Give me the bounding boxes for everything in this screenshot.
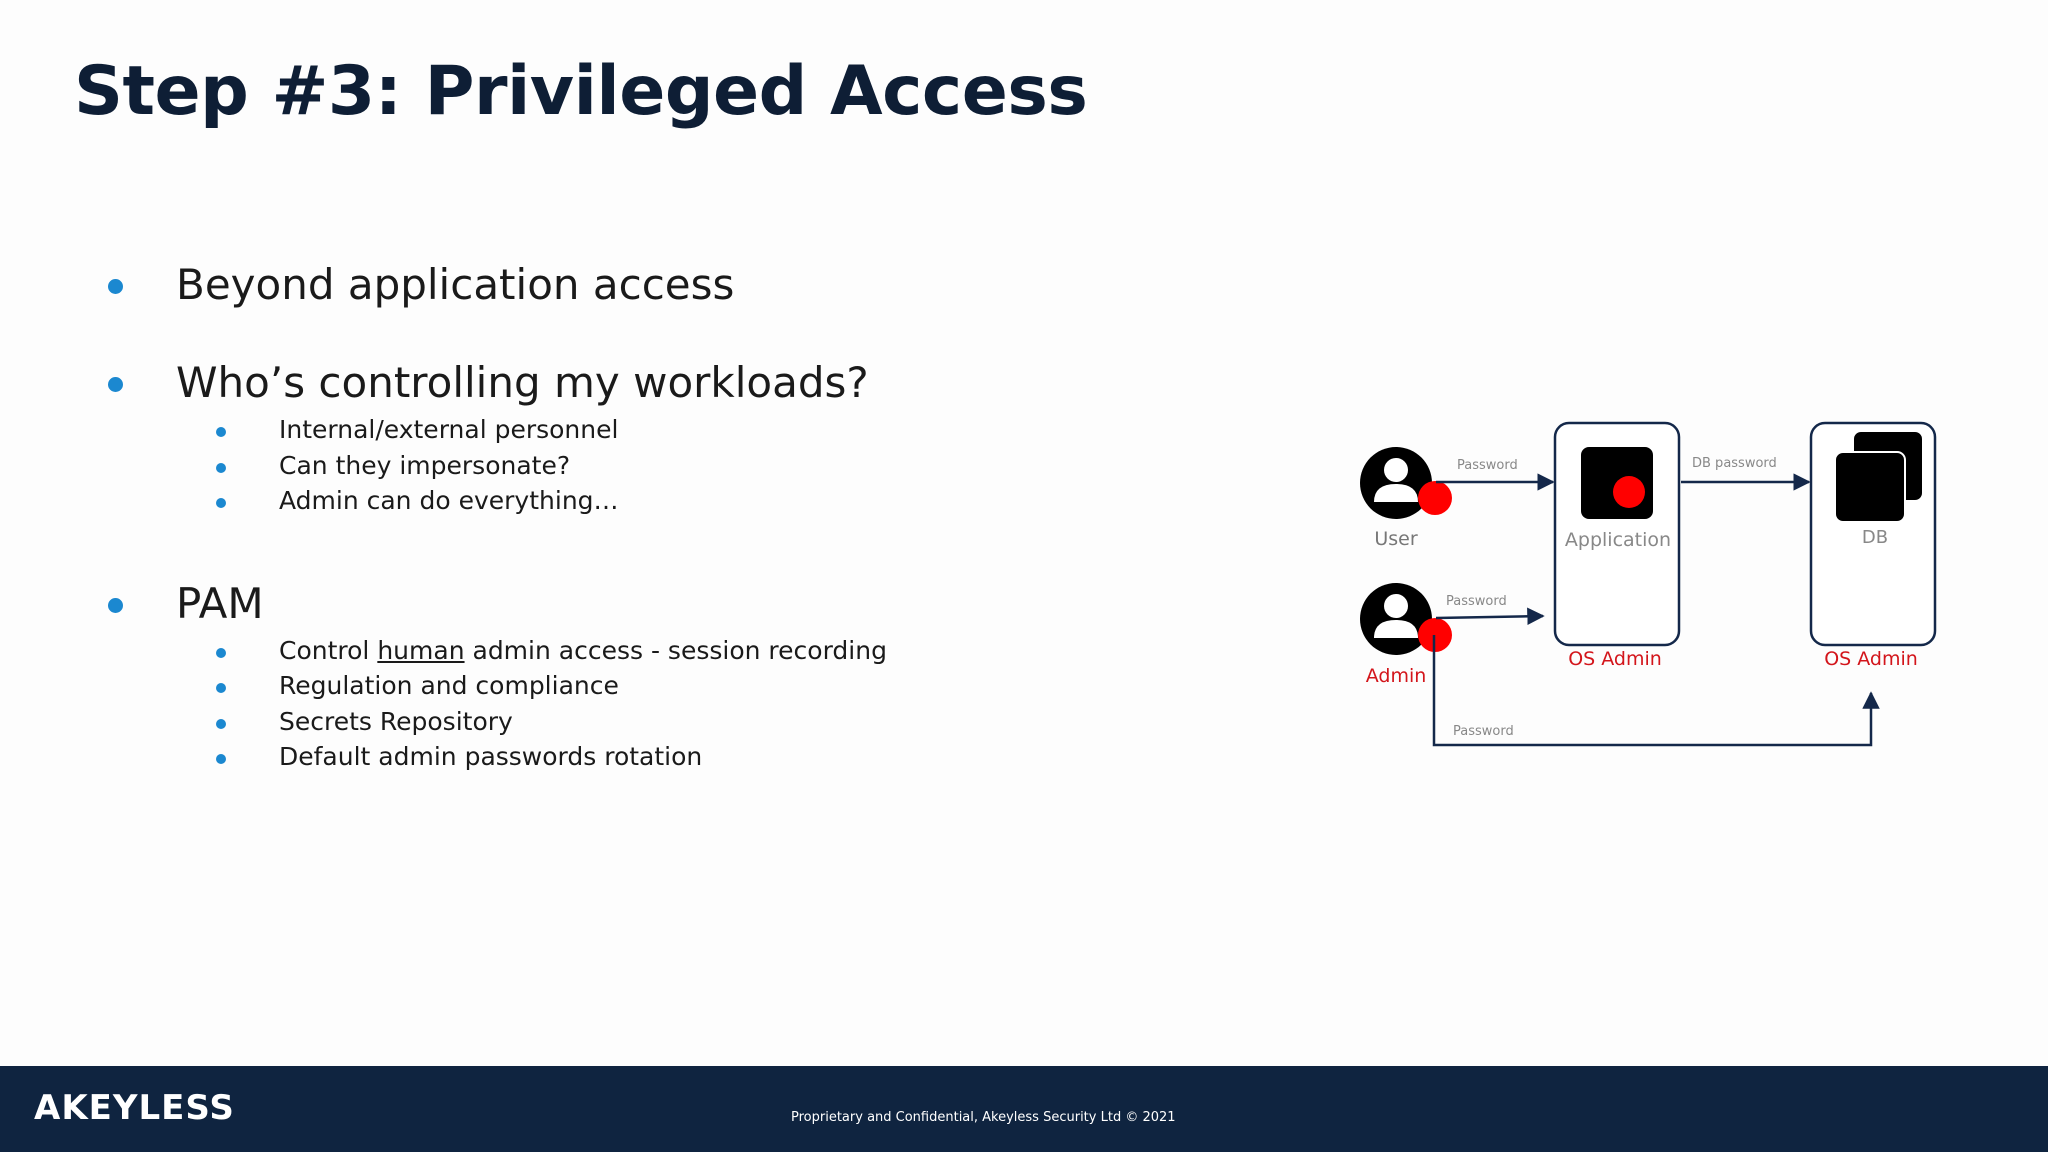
company-logo: AKEYLESS bbox=[34, 1088, 235, 1128]
bullet-dot bbox=[108, 279, 123, 294]
admin-label: Admin bbox=[1365, 665, 1427, 687]
footer-bar bbox=[0, 1066, 2048, 1152]
sub-bullet-text: Can they impersonate? bbox=[279, 451, 571, 480]
os-admin-app-label: OS Admin bbox=[1568, 648, 1662, 670]
application-alert-dot bbox=[1613, 476, 1645, 508]
underlined-word: human bbox=[377, 636, 465, 665]
db-label: DB bbox=[1861, 527, 1889, 548]
user-icon bbox=[1360, 447, 1432, 519]
bullet-text: Who’s controlling my workloads? bbox=[176, 358, 869, 407]
sub-bullet-text: Regulation and compliance bbox=[279, 671, 619, 700]
edge-user-app-label: Password bbox=[1457, 458, 1518, 473]
sub-bullet-text bbox=[279, 636, 887, 665]
bullet-dot bbox=[108, 377, 123, 392]
bullet-text: PAM bbox=[176, 579, 264, 628]
bullet-dot bbox=[216, 427, 226, 437]
edge-admin-db-label: Password bbox=[1453, 724, 1514, 739]
user-label: User bbox=[1374, 528, 1418, 550]
access-diagram bbox=[1340, 410, 1960, 760]
os-admin-db-label: OS Admin bbox=[1824, 648, 1918, 670]
edge-admin-app-label: Password bbox=[1446, 594, 1507, 609]
copyright-text: Proprietary and Confidential, Akeyless Security Ltd © 2021 bbox=[791, 1110, 1176, 1125]
sub-bullet-text: Default admin passwords rotation bbox=[279, 742, 703, 771]
sub-bullet-text: Secrets Repository bbox=[279, 707, 513, 736]
bullet-list bbox=[0, 0, 1000, 900]
bullet-dot bbox=[216, 463, 226, 473]
text-segment: admin access - session recording bbox=[464, 636, 887, 665]
bullet-text: Beyond application access bbox=[176, 260, 735, 309]
bullet-dot bbox=[216, 648, 226, 658]
edge-app-db-label: DB password bbox=[1692, 456, 1777, 471]
user-alert-dot bbox=[1418, 481, 1452, 515]
bullet-dot bbox=[108, 598, 123, 613]
sub-bullet-text: Admin can do everything… bbox=[279, 486, 619, 515]
sub-bullet-text: Internal/external personnel bbox=[279, 415, 619, 444]
bullet-dot bbox=[216, 498, 226, 508]
bullet-dot bbox=[216, 683, 226, 693]
application-label: Application bbox=[1564, 529, 1672, 551]
bullet-dot bbox=[216, 754, 226, 764]
edge-admin-app bbox=[1436, 616, 1543, 618]
slide-title: Step #3: Privileged Access bbox=[74, 52, 1088, 131]
text-segment: Control bbox=[279, 636, 378, 665]
bullet-dot bbox=[216, 719, 226, 729]
